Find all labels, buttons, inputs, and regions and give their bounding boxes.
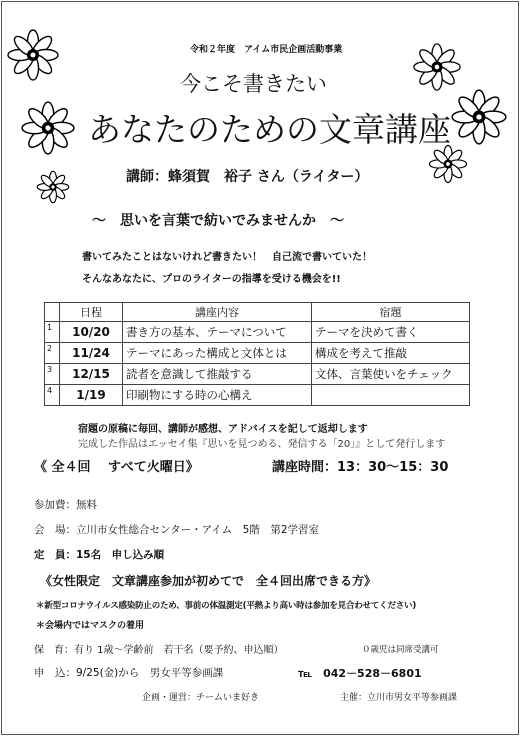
row-content: 書き方の基本、テーマについて <box>123 322 312 343</box>
row-content: 読者を意識して推敲する <box>123 364 312 385</box>
schedule-table <box>44 302 470 406</box>
row-content: 印刷物にする時の心構え <box>123 385 312 406</box>
row-number: 2 <box>45 343 60 364</box>
table-row <box>45 343 470 364</box>
flower-icon <box>6 28 60 82</box>
row-homework: 文体、言葉使いをチェック <box>312 364 470 385</box>
row-date: 10/20 <box>60 322 123 343</box>
row-number: 3 <box>45 364 60 385</box>
flower-icon <box>450 88 508 146</box>
table-row <box>45 322 470 343</box>
telephone: ℡ 042－528－6801 <box>298 667 422 680</box>
table-header-content: 講座内容 <box>123 303 312 322</box>
flower-icon <box>20 100 76 156</box>
row-date: 11/24 <box>60 343 123 364</box>
table-row <box>45 364 470 385</box>
apply: 申 込：9/25(金)から 男女平等参画課 <box>34 667 224 679</box>
session-count: 《 全４回 すべて火曜日》 <box>34 460 199 475</box>
covid-note-1: ＊新型コロナウイルス感染防止のため、事前の体温測定(平熱より高い時は参加を見合わせてください) <box>36 601 417 611</box>
flower-icon <box>412 42 462 92</box>
venue: 会 場：立川市女性総合センター・アイム 5階 第2学習室 <box>34 524 319 536</box>
program-label: 令和２年度 アイム市民企画活動事業 <box>190 45 343 55</box>
row-homework: テーマを決めて書く <box>312 322 470 343</box>
table-row <box>45 385 470 406</box>
eligibility: 《女性限定 文章講座参加が初めてで 全４回出席できる方》 <box>40 574 377 588</box>
subtitle: 今こそ書きたい <box>180 72 327 96</box>
table-header-homework: 宿題 <box>312 303 470 322</box>
flower-icon <box>36 170 70 204</box>
fee: 参加費：無料 <box>34 499 97 511</box>
row-number: 1 <box>45 322 60 343</box>
note-feedback: 宿題の原稿に毎回、講師が感想、アドバイスを記して返却します <box>78 424 368 435</box>
table-header-no <box>45 303 60 322</box>
lecturer: 講師：蜂須賀 裕子 さん（ライター） <box>126 169 369 185</box>
page-title: あなたのための文章講座 <box>88 110 451 149</box>
row-content: テーマにあった構成と文体とは <box>123 343 312 364</box>
intro-line-1: 書いてみたことはないけれど書きたい！ 自己流で書いていた！ <box>82 252 372 263</box>
tagline: ～ 思いを言葉で紡いでみませんか ～ <box>92 213 344 229</box>
session-time: 講座時間：13：30～15：30 <box>272 460 449 475</box>
row-date: 12/15 <box>60 364 123 385</box>
childcare-note: ０歳児は同席受講可 <box>362 645 439 655</box>
row-homework <box>312 385 470 406</box>
table-header-row <box>45 303 470 322</box>
table-header-date: 日程 <box>60 303 123 322</box>
organizer: 主催：立川市男女平等参画課 <box>340 693 458 703</box>
covid-note-2: ＊会場内ではマスクの着用 <box>36 621 145 631</box>
childcare: 保 育：有り 1歳～学齢前 若干名（要予約、申込順） <box>34 645 284 656</box>
note-publication: 完成した作品はエッセイ集『思いを見つめる、発信する「20」』として発行します <box>78 439 446 450</box>
row-homework: 構成を考えて推敲 <box>312 343 470 364</box>
row-number: 4 <box>45 385 60 406</box>
row-date: 1/19 <box>60 385 123 406</box>
intro-line-2: そんなあなたに、プロのライターの指導を受ける機会を!! <box>82 274 341 285</box>
capacity: 定 員：15名 申し込み順 <box>34 549 165 561</box>
planner: 企画・運営：チームいま好き <box>142 693 260 703</box>
